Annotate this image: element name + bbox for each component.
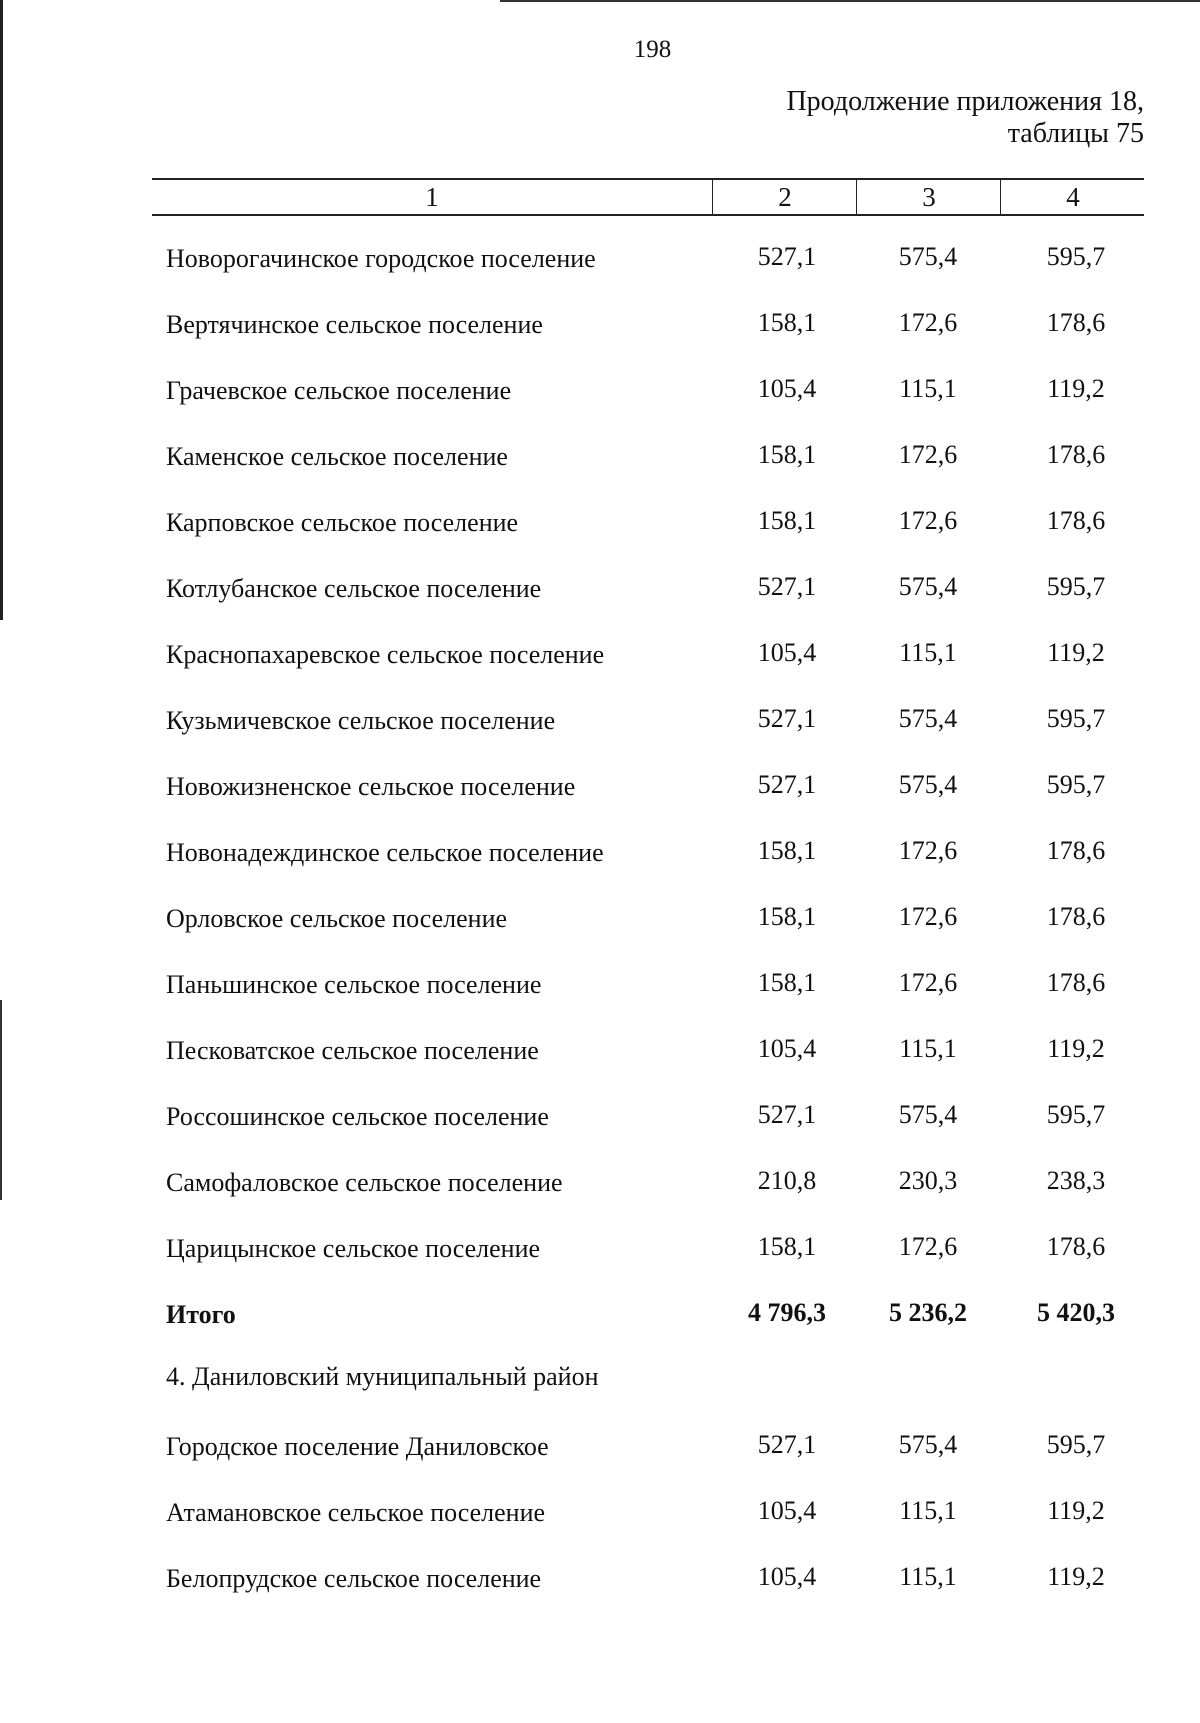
table-row	[0, 428, 1200, 494]
row-value-col-3: 575,4	[898, 572, 958, 601]
row-value-col-4: 595,7	[1046, 1100, 1106, 1129]
row-name: Вертячинское сельское поселение	[166, 310, 543, 339]
row-value-col-4: 595,7	[1046, 572, 1106, 601]
row-value-col-3: 5 236,2	[889, 1298, 967, 1327]
row-value-col-3: 575,4	[898, 770, 958, 799]
header-col-2: 2	[712, 180, 857, 214]
row-value-col-2: 158,1	[757, 308, 817, 337]
row-value-col-2: 210,8	[757, 1166, 817, 1195]
row-value-col-3: 172,6	[898, 902, 958, 931]
row-value-col-2: 527,1	[757, 242, 817, 271]
table-row	[0, 758, 1200, 824]
row-value-col-4: 119,2	[1047, 1562, 1105, 1591]
row-name: Царицынское сельское поселение	[166, 1234, 541, 1263]
header-col-1: 1	[425, 182, 439, 212]
table-row	[0, 1418, 1200, 1484]
table-row	[0, 1550, 1200, 1616]
row-value-col-3: 575,4	[898, 242, 958, 271]
row-name: Новонадеждинское сельское поселение	[166, 838, 604, 867]
row-value-col-2: 158,1	[757, 902, 817, 931]
table-row	[0, 1484, 1200, 1550]
row-value-col-4: 178,6	[1046, 836, 1106, 865]
table-row	[0, 296, 1200, 362]
row-value-col-2: 158,1	[757, 1232, 817, 1261]
section-heading-row	[0, 1352, 1200, 1418]
row-value-col-3: 575,4	[898, 1100, 958, 1129]
row-value-col-3: 115,1	[899, 638, 957, 667]
row-value-col-3: 172,6	[898, 440, 958, 469]
row-value-col-4: 178,6	[1046, 902, 1106, 931]
table-row	[0, 1220, 1200, 1286]
table-header	[152, 178, 1144, 216]
table-row	[0, 824, 1200, 890]
row-value-col-2: 527,1	[757, 1430, 817, 1459]
table-row	[0, 890, 1200, 956]
row-value-col-3: 575,4	[898, 704, 958, 733]
page-number: 198	[633, 36, 672, 63]
row-value-col-2: 4 796,3	[748, 1298, 826, 1327]
row-name: Краснопахаревское сельское поселение	[166, 640, 605, 669]
row-name: Котлубанское сельское поселение	[166, 574, 542, 603]
table-row	[0, 692, 1200, 758]
row-name: Новожизненское сельское поселение	[166, 772, 576, 801]
continuation-line-2: таблицы 75	[1007, 118, 1144, 149]
row-value-col-4: 119,2	[1047, 1496, 1105, 1525]
header-col-4: 4	[1000, 180, 1145, 214]
row-value-col-2: 158,1	[757, 836, 817, 865]
continuation-line-1: Продолжение приложения 18,	[786, 86, 1144, 117]
row-value-col-2: 105,4	[757, 1034, 817, 1063]
row-value-col-3: 172,6	[898, 506, 958, 535]
row-name: Карповское сельское поселение	[166, 508, 519, 537]
row-value-col-4: 595,7	[1046, 242, 1106, 271]
row-value-col-4: 595,7	[1046, 1430, 1106, 1459]
header-col-3: 3	[856, 180, 1001, 214]
row-value-col-2: 158,1	[757, 506, 817, 535]
row-value-col-3: 172,6	[898, 308, 958, 337]
table-row	[0, 362, 1200, 428]
row-value-col-3: 230,3	[898, 1166, 958, 1195]
row-name: Белопрудское сельское поселение	[166, 1564, 542, 1593]
table-row	[0, 560, 1200, 626]
row-value-col-4: 119,2	[1047, 638, 1105, 667]
row-name: Новорогачинское городское поселение	[166, 244, 596, 273]
row-value-col-3: 115,1	[899, 1034, 957, 1063]
row-value-col-3: 172,6	[898, 968, 958, 997]
table-row	[0, 230, 1200, 296]
row-name: Самофаловское сельское поселение	[166, 1168, 563, 1197]
row-value-col-3: 575,4	[898, 1430, 958, 1459]
row-value-col-2: 527,1	[757, 1100, 817, 1129]
row-name: Песковатское сельское поселение	[166, 1036, 539, 1065]
row-value-col-4: 178,6	[1046, 440, 1106, 469]
row-value-col-4: 178,6	[1046, 1232, 1106, 1261]
row-value-col-4: 595,7	[1046, 770, 1106, 799]
scan-border-top	[500, 0, 1200, 2]
table-body	[0, 230, 1200, 1616]
row-name: Кузьмичевское сельское поселение	[166, 706, 556, 735]
row-name: Атамановское сельское поселение	[166, 1498, 546, 1527]
table-row	[0, 1154, 1200, 1220]
row-value-col-4: 178,6	[1046, 308, 1106, 337]
row-value-col-4: 5 420,3	[1037, 1298, 1115, 1327]
row-value-col-2: 105,4	[757, 638, 817, 667]
row-value-col-4: 119,2	[1047, 1034, 1105, 1063]
row-value-col-3: 172,6	[898, 1232, 958, 1261]
row-value-col-2: 527,1	[757, 572, 817, 601]
row-value-col-3: 115,1	[899, 1496, 957, 1525]
row-value-col-2: 158,1	[757, 968, 817, 997]
row-value-col-2: 527,1	[757, 770, 817, 799]
row-name: 4. Даниловский муниципальный район	[166, 1362, 599, 1391]
row-name: Грачевское сельское поселение	[166, 376, 512, 405]
continuation-note	[786, 86, 1144, 150]
table-row	[0, 1022, 1200, 1088]
table-row	[0, 626, 1200, 692]
row-value-col-4: 178,6	[1046, 968, 1106, 997]
row-name: Городское поселение Даниловское	[166, 1432, 549, 1461]
row-value-col-4: 238,3	[1046, 1166, 1106, 1195]
row-name: Каменское сельское поселение	[166, 442, 508, 471]
row-value-col-3: 115,1	[899, 374, 957, 403]
table-row	[0, 494, 1200, 560]
row-value-col-3: 172,6	[898, 836, 958, 865]
row-name: Орловское сельское поселение	[166, 904, 508, 933]
row-value-col-2: 105,4	[757, 1562, 817, 1591]
row-value-col-2: 105,4	[757, 1496, 817, 1525]
row-value-col-2: 527,1	[757, 704, 817, 733]
row-value-col-2: 105,4	[757, 374, 817, 403]
row-value-col-4: 595,7	[1046, 704, 1106, 733]
row-name: Итого	[166, 1300, 236, 1329]
table-row	[0, 1088, 1200, 1154]
row-value-col-2: 158,1	[757, 440, 817, 469]
row-name: Россошинское сельское поселение	[166, 1102, 549, 1131]
row-name: Паньшинское сельское поселение	[166, 970, 542, 999]
total-row	[0, 1286, 1200, 1352]
row-value-col-4: 178,6	[1046, 506, 1106, 535]
row-value-col-3: 115,1	[899, 1562, 957, 1591]
row-value-col-4: 119,2	[1047, 374, 1105, 403]
table-row	[0, 956, 1200, 1022]
